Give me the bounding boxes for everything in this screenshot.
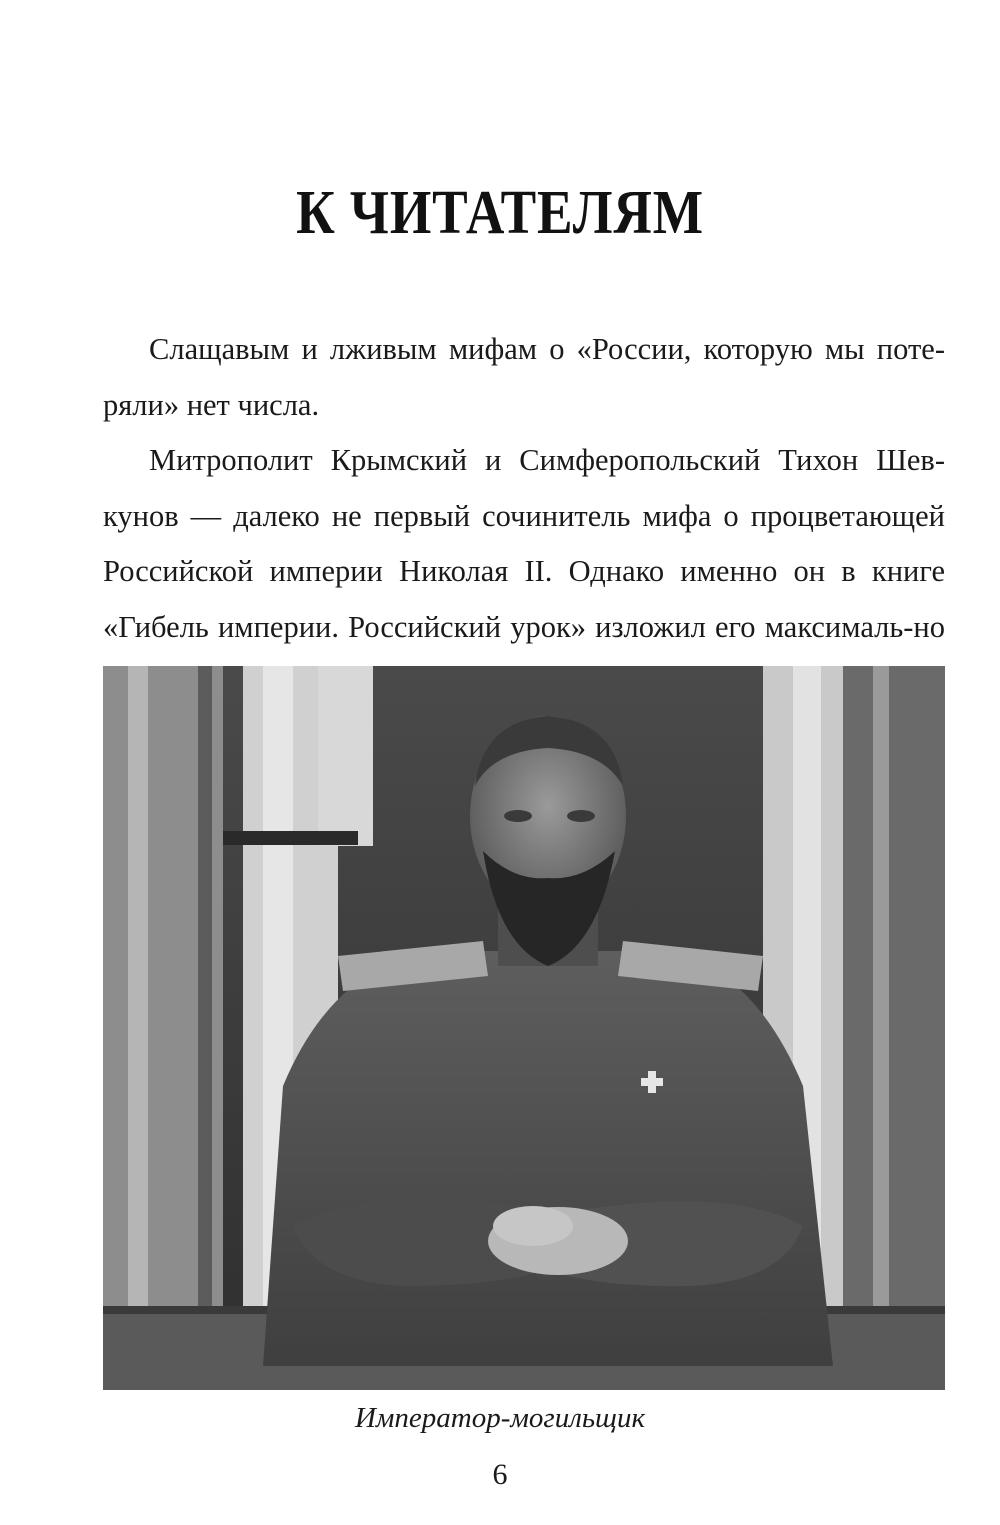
photo-caption: Император-могильщик bbox=[354, 1402, 646, 1434]
portrait-photo bbox=[103, 666, 945, 1390]
paragraph-1: Слащавым и лживым мифам о «России, которую мы поте-ряли» нет числа. bbox=[103, 332, 945, 422]
page-number: 6 bbox=[492, 1458, 508, 1491]
body-text bbox=[103, 322, 945, 711]
page-title: К ЧИТАТЕЛЯМ bbox=[296, 179, 704, 247]
paragraph-2: Митрополит Крымский и Симферопольский Тихон Шев-кунов — далеко не первый сочинитель мифа о процветающей Российской империи Николая II. Однако именно он в книге «Гибель империи. Российский урок» изложил его максималь-но bbox=[103, 443, 945, 644]
